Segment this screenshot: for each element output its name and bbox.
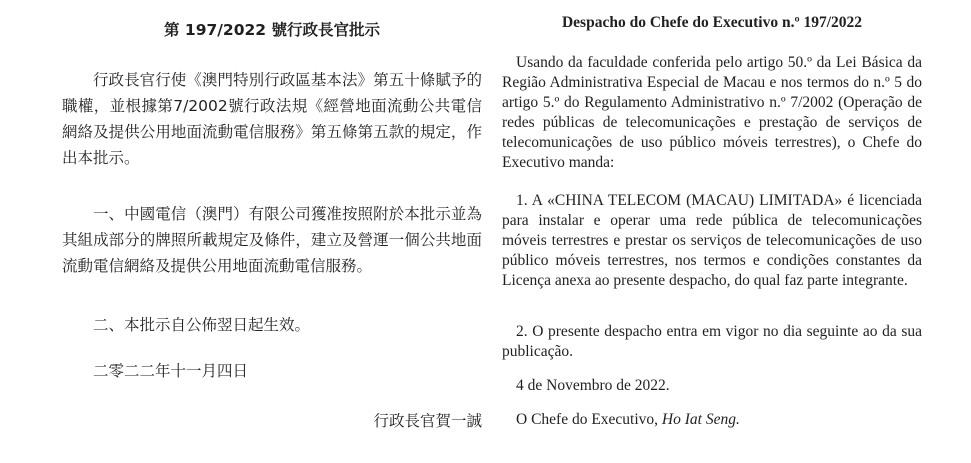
chinese-signature	[62, 408, 482, 434]
chinese-date: 二零二二年十一月四日	[93, 362, 249, 380]
portuguese-item-1: 1. A «CHINA TELECOM (MACAU) LIMITADA» é licenciada para instalar e operar uma rede pública de telecomunicações móveis terrestres e prestar os serviços de telecomunicações de uso público móveis terrestres, nos termos e condições constantes da Licença anexa ao presente despacho, do qual faz parte integrante.	[502, 192, 922, 289]
portuguese-item-2: 2. O presente despacho entra em vigor no dia seguinte ao da sua publicação.	[502, 323, 922, 360]
chinese-title: 第 197/2022 號行政長官批示	[164, 21, 380, 39]
portuguese-signature	[502, 410, 922, 430]
chinese-signature-name: 賀一誠	[435, 412, 482, 430]
portuguese-title: Despacho do Chefe do Executivo n.º 197/2022	[561, 14, 863, 31]
portuguese-signature-prefix: O Chefe do Executivo,	[516, 411, 662, 428]
chinese-preamble: 行政長官行使《澳門特別行政區基本法》第五十條賦予的職權，並根據第7/2002號行政法規《經營地面流動公共電信網絡及提供公用地面流動電信服務》第五條第五款的規定，作出本批示。	[62, 71, 482, 167]
portuguese-date: 4 de Novembro de 2022.	[516, 377, 670, 394]
chinese-signature-title: 行政長官	[373, 412, 436, 430]
portuguese-preamble: Usando da faculdade conferida pelo artigo 50.º da Lei Básica da Região Administrativa Especial de Macau e nos termos do n.º 5 do artigo 5.º do Regulamento Administrativo n.º 7/2002 (Operação de redes públicas de telecomunicações e prestação de serviços de telecomunicações de uso público móveis terrestres), o Chefe do Executivo manda:	[502, 54, 922, 171]
chinese-item-2: 二、本批示自公佈翌日起生效。	[93, 316, 311, 334]
chinese-item-1: 一、中國電信（澳門）有限公司獲准按照附於本批示並為其組成部分的牌照所載規定及條件，建立及營運一個公共地面流動電信網絡及提供公用地面流動電信服務。	[62, 205, 482, 275]
portuguese-signature-name: Ho Iat Seng.	[661, 411, 740, 428]
